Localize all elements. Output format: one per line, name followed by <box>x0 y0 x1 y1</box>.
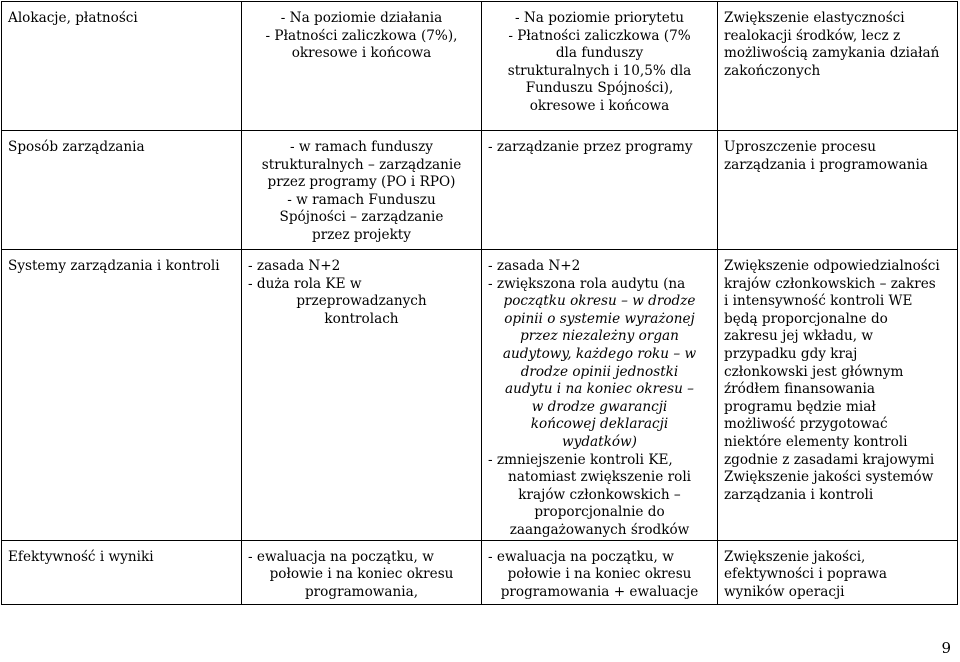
effect-cell <box>718 540 958 604</box>
cell-line: - zmniejszenie kontroli KE, <box>488 451 673 468</box>
comparison-table <box>1 1 958 605</box>
cell-line: i intensywność kontroli WE <box>724 293 913 310</box>
cell-line: przez programy (PO i RPO) <box>267 174 456 191</box>
cell-line: w drodze gwarancji <box>531 398 668 415</box>
cell-line: Zwiększenie odpowiedzialności <box>724 258 940 274</box>
cell-line: Funduszu Spójności), <box>525 80 674 97</box>
new-period-cell <box>482 540 718 604</box>
cell-line: połowie i na koniec okresu <box>507 566 692 583</box>
old-period-cell <box>242 250 482 541</box>
cell-line: kontrolach <box>324 310 399 327</box>
cell-line: połowie i na koniec okresu <box>269 566 454 583</box>
cell-line: - Na poziomie działania <box>280 10 443 26</box>
cell-line: audytowy, każdego roku – w <box>502 345 697 362</box>
cell-line: źródłem finansowania <box>724 381 875 398</box>
cell-line: wyników operacji <box>724 583 845 600</box>
cell-line: dla funduszy <box>555 45 644 62</box>
row-label: Efektywność i wyniki <box>2 540 242 604</box>
cell-line: natomiast zwiększenie roli <box>507 469 692 486</box>
cell-line: opinii o systemie wyrażonej <box>504 310 695 327</box>
old-period-cell <box>242 131 482 250</box>
cell-line: przeprowadzanych <box>296 293 427 310</box>
page-number: 9 <box>941 639 951 657</box>
cell-line: krajów członkowskich – <box>518 486 681 503</box>
cell-line: Spójności – zarządzanie <box>279 209 444 226</box>
cell-line: krajów członkowskich – zakres <box>724 275 936 292</box>
cell-line: - Płatności zaliczkowa (7%), <box>265 27 458 44</box>
cell-line: - zarządzanie przez programy <box>488 139 693 155</box>
old-period-cell <box>242 540 482 604</box>
cell-line: zarządzania i kontroli <box>724 486 874 503</box>
cell-line: zakończonych <box>724 62 821 79</box>
cell-line: Zwiększenie jakości systemów <box>724 469 934 486</box>
cell-line: okresowe i końcowa <box>291 45 432 62</box>
row-label: Sposób zarządzania <box>2 131 242 250</box>
cell-line: okresowe i końcowa <box>529 97 670 114</box>
cell-line: Zwiększenie jakości, <box>724 548 866 565</box>
cell-line: niektóre elementy kontroli <box>724 433 908 450</box>
cell-line: możliwość przygotować <box>724 416 888 433</box>
cell-line: przez projekty <box>312 226 411 243</box>
cell-line: - zasada N+2 <box>488 258 581 274</box>
new-period-cell <box>482 131 718 250</box>
cell-line: - ewaluacja na początku, w <box>248 548 434 565</box>
cell-line: realokacji środków, lecz z <box>724 27 901 44</box>
effect-cell <box>718 250 958 541</box>
cell-line: będą proporcjonalne do <box>724 310 888 327</box>
cell-line: programowania, <box>304 583 419 600</box>
cell-line: możliwością zamykania działań <box>724 45 940 62</box>
cell-line: końcowej deklaracji <box>530 416 669 433</box>
new-period-cell <box>482 250 718 541</box>
cell-line: - ewaluacja na początku, w <box>488 548 674 565</box>
cell-line: przypadku gdy kraj <box>724 345 858 362</box>
cell-line: zakresu jej wkładu, w <box>724 328 874 345</box>
cell-line: zarządzania i programowania <box>724 156 928 173</box>
cell-line: drodze opinii jednostki <box>520 363 679 380</box>
cell-line: efektywności i poprawa <box>724 566 887 583</box>
effect-cell <box>718 131 958 250</box>
table-row <box>2 540 958 604</box>
table-row <box>2 131 958 250</box>
cell-line: programu będzie miał <box>724 398 876 415</box>
table-row <box>2 2 958 131</box>
cell-line: przez niezależny organ <box>520 328 679 345</box>
cell-line: - Na poziomie priorytetu <box>514 10 685 26</box>
cell-line: zaangażowanych środków <box>509 521 690 538</box>
cell-line: programowania + ewaluacje <box>500 583 699 600</box>
cell-line: Uproszczenie procesu <box>724 139 877 155</box>
cell-line: proporcjonalnie do <box>534 504 665 521</box>
cell-line: - Płatności zaliczkowa (7% <box>508 27 691 44</box>
old-period-cell <box>242 2 482 131</box>
cell-line: strukturalnych i 10,5% dla <box>507 62 692 79</box>
row-label: Alokacje, płatności <box>2 2 242 131</box>
effect-cell <box>718 2 958 131</box>
cell-line: strukturalnych – zarządzanie <box>261 156 462 173</box>
cell-line: początku okresu – w drodze <box>503 293 696 310</box>
cell-line: Zwiększenie elastyczności <box>724 10 905 26</box>
table-row <box>2 250 958 541</box>
cell-line: - duża rola KE w <box>248 275 362 292</box>
cell-line: audytu i na koniec okresu – <box>505 381 694 398</box>
cell-line: - zwiększona rola audytu (na <box>488 275 686 292</box>
cell-line: - zasada N+2 <box>248 258 341 274</box>
row-label: Systemy zarządzania i kontroli <box>2 250 242 541</box>
new-period-cell <box>482 2 718 131</box>
cell-line: - w ramach funduszy <box>290 139 433 155</box>
cell-line: członkowski jest głównym <box>724 363 904 380</box>
cell-line: wydatków) <box>562 433 637 450</box>
cell-line: zgodnie z zasadami krajowymi <box>724 451 935 468</box>
cell-line: - w ramach Funduszu <box>287 191 436 208</box>
